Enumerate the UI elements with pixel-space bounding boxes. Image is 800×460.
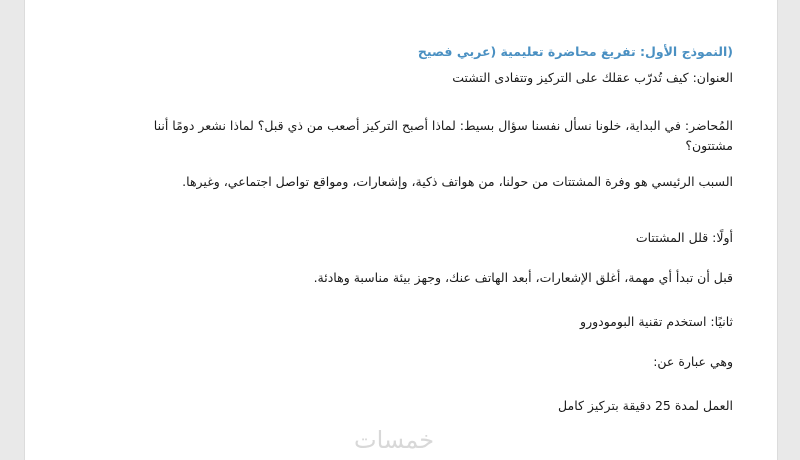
lecture-title: العنوان: كيف تُدرّب عقلك على التركيز وتتفادى التشتت [452,70,733,85]
paragraph-pomodoro-work: العمل لمدة 25 دقيقة بتركيز كامل [558,398,733,413]
document-heading: (النموذج الأول: تفريغ محاضرة تعليمية (عربي فصيح [417,44,733,59]
paragraph-first-tip: قبل أن تبدأ أي مهمة، أغلق الإشعارات، أبعد الهاتف عنك، وجهز بيئة مناسبة وهادئة. [313,270,733,285]
document-page [24,0,778,460]
section-second: ثانيًا: استخدم تقنية البومودورو [580,314,733,329]
paragraph-intro: المُحاضر: في البداية، خلونا نسأل نفسنا سؤال بسيط: لماذا أصبح التركيز أصعب من ذي قبل؟ لماذا نشعر دومًا أننا مشتتون؟ [153,118,733,153]
watermark-logo: خمسات [354,426,435,454]
paragraph-pomodoro-intro: وهي عبارة عن: [653,354,733,369]
section-first: أولًا: قلل المشتتات [635,230,733,245]
paragraph-cause: السبب الرئيسي هو وفرة المشتتات من حولنا، من هواتف ذكية، وإشعارات، ومواقع تواصل اجتماعي، وغيرها. [182,174,733,189]
